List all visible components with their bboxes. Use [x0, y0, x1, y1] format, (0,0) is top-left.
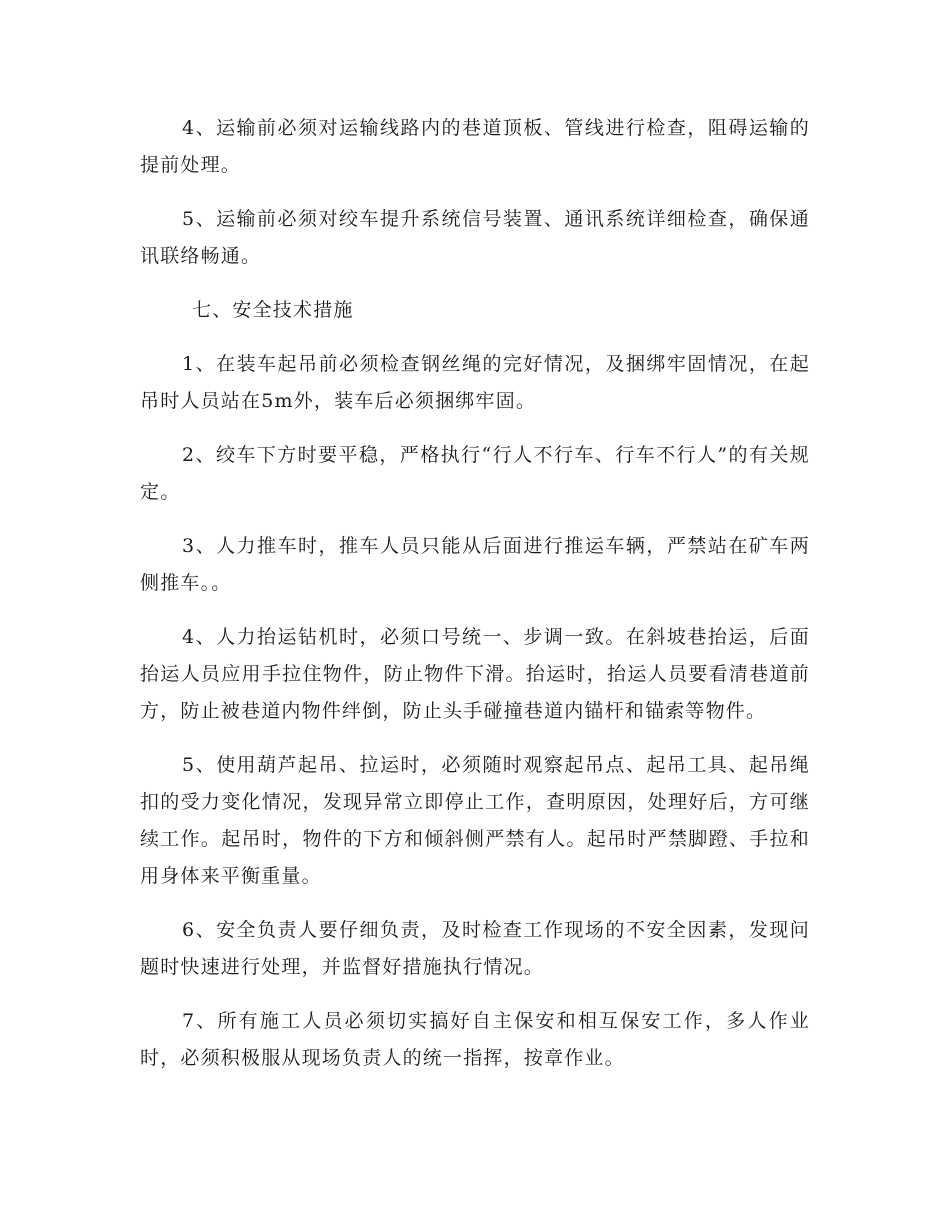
measure-paragraph-5: 5、使用葫芦起吊、拉运时，必须随时观察起吊点、起吊工具、起吊绳扣的受力变化情况，发现异常立即停止工作，查明原因，处理好后，方可继续工作。起吊时，物件的下方和倾斜侧严禁有人。起吊时严禁脚蹬、手拉和用身体来平衡重量。 — [140, 754, 810, 887]
measure-paragraph-1: 1、在装车起吊前必须检查钢丝绳的完好情况，及捆绑牢固情况，在起吊时人员站在5m外，装车后必须捆绑牢固。 — [140, 353, 810, 412]
section-heading: 七、安全技术措施 — [192, 299, 354, 321]
measure-paragraph-6: 6、安全负责人要仔细负责，及时检查工作现场的不安全因素，发现问题时快速进行处理，并监督好措施执行情况。 — [140, 919, 810, 978]
paragraph-transport-4: 4、运输前必须对运输线路内的巷道顶板、管线进行检查，阻碍运输的提前处理。 — [140, 117, 810, 176]
measure-paragraph-7: 7、所有施工人员必须切实搞好自主保安和相互保安工作，多人作业时，必须积极服从现场负责人的统一指挥，按章作业。 — [140, 1010, 810, 1069]
measure-paragraph-4: 4、人力抬运钻机时，必须口号统一、步调一致。在斜坡巷抬运，后面抬运人员应用手拉住物件，防止物件下滑。抬运时，抬运人员要看清巷道前方，防止被巷道内物件绊倒，防止头手碰撞巷道内锚杆和锚索等物件。 — [140, 626, 810, 722]
paragraph-transport-5: 5、运输前必须对绞车提升系统信号装置、通讯系统详细检查，确保通讯联络畅通。 — [140, 208, 810, 267]
measure-paragraph-2: 2、绞车下方时要平稳，严格执行“行人不行车、行车不行人”的有关规定。 — [140, 444, 810, 503]
measure-paragraph-3: 3、人力推车时，推车人员只能从后面进行推运车辆，严禁站在矿车两侧推车。。 — [140, 535, 810, 594]
document-body — [140, 110, 810, 1094]
